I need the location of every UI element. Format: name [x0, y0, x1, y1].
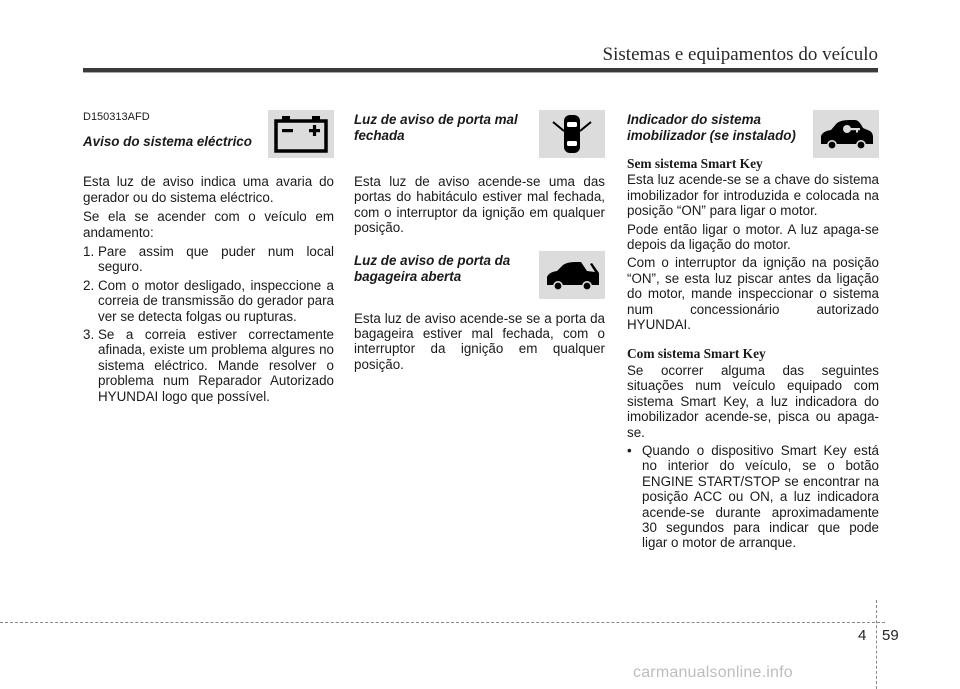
watermark-text: carmanualsonline.info — [633, 664, 793, 681]
battery-icon — [268, 110, 334, 158]
list-number: 1. — [83, 244, 95, 260]
section-header — [83, 126, 334, 158]
list-item — [83, 278, 334, 324]
subheading: Com sistema Smart Key — [627, 346, 766, 362]
header-rule-shadow — [83, 72, 878, 73]
section-title: Luz de aviso de porta mal fechada — [354, 112, 518, 143]
paragraph: Esta luz de aviso acende-se se a porta da bagageira estiver mal fechada, com o interruptor da ignição em qualquer posição. — [354, 310, 605, 372]
list-number: 2. — [83, 277, 95, 293]
list-item — [83, 244, 334, 275]
paragraph: Se ela se acender com o veículo em andamento: — [83, 209, 334, 240]
footer-vertical-divider — [876, 600, 877, 689]
column-immobilizer — [627, 110, 879, 551]
paragraph: Se ocorrer alguma das seguintes situações num veículo equipado com sistema Smart Key, a luz indicadora do imobilizador acende-se, pisca ou apaga-se. — [627, 362, 879, 440]
paragraph: Pode então ligar o motor. A luz apaga-se depois da ligação do motor. — [627, 221, 879, 253]
trunk-open-icon — [539, 251, 605, 299]
door-open-icon — [539, 110, 605, 158]
bullet-item — [627, 443, 879, 551]
paragraph: Esta luz acende-se se a chave do sistema imobilizador for introduzida e colocada na posição “ON” para ligar o motor. — [627, 172, 879, 219]
page-header-title: Sistemas e equipamentos do veículo — [602, 44, 878, 65]
section-header — [627, 110, 879, 158]
column-door-warnings — [354, 110, 605, 373]
list-text: Pare assim que puder num local seguro. — [98, 244, 334, 275]
section-title: Indicador do sistema imobilizador (se instalado) — [627, 112, 796, 143]
immobilizer-car-icon — [813, 110, 879, 158]
chapter-number: 4 — [858, 627, 867, 644]
section-title: Aviso do sistema eléctrico — [83, 134, 252, 150]
paragraph: Esta luz de aviso indica uma avaria do gerador ou do sistema eléctrico. — [83, 174, 334, 205]
section-header — [354, 251, 605, 299]
footer-divider — [0, 622, 885, 623]
section-code: D150313AFD — [83, 111, 150, 123]
section-header — [354, 110, 605, 158]
list-item — [83, 327, 334, 404]
bullet-mark: • — [627, 442, 632, 458]
subheading: Sem sistema Smart Key — [627, 156, 763, 171]
paragraph: Com o interruptor da ignição na posição “ON”, se esta luz piscar antes da ligação do motor, mande inspeccionar o sistema num concessionário autorizado HYUNDAI. — [627, 255, 879, 333]
list-text: Com o motor desligado, inspeccione a correia de transmissão do gerador para ver se detecta folgas ou rupturas. — [98, 277, 334, 324]
column-electrical-warning — [83, 110, 334, 404]
list-text: Se a correia estiver correctamente afinada, existe um problema algures no sistema eléctrico. Mande resolver o problema num Reparador Autorizado HYUNDAI logo que possível. — [98, 327, 334, 404]
paragraph: Esta luz de aviso acende-se uma das portas do habitáculo estiver mal fechada, com o interruptor da ignição em qualquer posição. — [354, 174, 605, 236]
section-title: Luz de aviso de porta da bagageira aberta — [354, 252, 511, 284]
page-number: 59 — [882, 627, 899, 644]
list-number: 3. — [83, 327, 95, 343]
list-text: Quando o dispositivo Smart Key está no interior do veículo, se o botão ENGINE START/STOP se encontrar na posição ACC ou ON, a luz indicadora acende-se durante aproximadamente 30 segundos para indicar que pode ligar o motor de arranque. — [642, 442, 879, 551]
